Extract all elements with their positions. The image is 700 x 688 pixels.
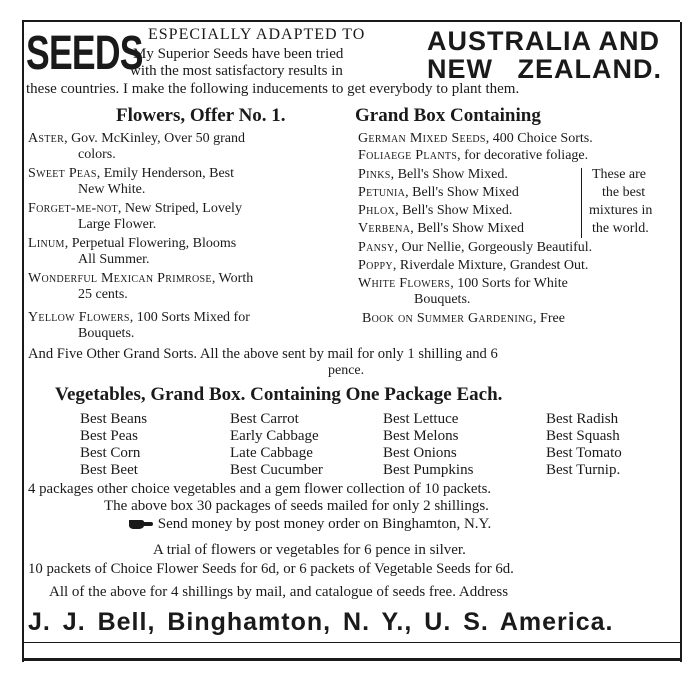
list-item: German Mixed Seeds, 400 Choice Sorts. [358,131,593,146]
veg-item: Best Pumpkins [383,462,474,478]
list-item: White Flowers, 100 Sorts for White [358,276,568,291]
especially-adapted-text: ESPECIALLY ADAPTED TO [148,26,366,43]
veg-item: Best Onions [383,445,457,461]
veg-item: Best Tomato [546,445,622,461]
intro-line-1: My Superior Seeds have been tried [133,46,344,62]
intro-line-3: these countries. I make the following inducements to get everybody to plant them. [26,81,520,97]
send-money-line: Send money by post money order on Binghamton, N.Y. [128,516,491,533]
list-item: Pinks, Bell's Show Mixed. [358,167,508,182]
veg-item: Best Peas [80,428,138,444]
new-zealand-heading: NEW ZEALAND. [427,54,662,84]
packets-line: 10 packets of Choice Flower Seeds for 6d, or 6 packets of Vegetable Seeds for 6d. [28,561,514,577]
veg-item: Best Cucumber [230,462,323,478]
vegetables-line-1: 4 packages other choice vegetables and a gem flower collection of 10 packets. [28,481,492,497]
separator-rule [22,642,680,643]
list-item-continued: Bouquets. [414,292,471,307]
list-item: Book on Summer Gardening, Free [362,311,565,326]
list-item: Forget-me-not, New Striped, Lovely [28,201,242,216]
side-note-line: These are [592,167,647,182]
list-item: Phlox, Bell's Show Mixed. [358,203,513,218]
veg-item: Best Squash [546,428,620,444]
list-item-continued: colors. [78,147,116,162]
list-item: Sweet Peas, Emily Henderson, Best [28,166,234,181]
list-item-continued: Bouquets. [78,326,135,341]
list-item: Yellow Flowers, 100 Sorts Mixed for [28,310,250,325]
veg-item: Early Cabbage [230,428,319,444]
pointing-hand-icon [128,516,154,530]
veg-item: Best Turnip. [546,462,621,478]
veg-item: Best Carrot [230,411,299,427]
list-item: Linum, Perpetual Flowering, Blooms [28,236,237,251]
veg-item: Best Corn [80,445,141,461]
vegetables-heading: Vegetables, Grand Box. Containing One Package Each. [55,384,503,405]
veg-item: Best Beet [80,462,138,478]
veg-item: Best Melons [383,428,459,444]
side-note-line: mixtures in [589,203,653,218]
list-item-continued: All Summer. [78,252,150,267]
side-note-line: the best [602,185,646,200]
list-item: Petunia, Bell's Show Mixed [358,185,519,200]
bottom-rule [22,658,680,661]
grand-box-heading: Grand Box Containing [355,105,541,126]
vegetables-line-2: The above box 30 packages of seeds mailed for only 2 shillings. [104,498,489,514]
veg-item: Best Beans [80,411,148,427]
address-heading: J. J. Bell, Binghamton, N. Y., U. S. America. [28,608,614,636]
bracket-line [581,168,582,238]
veg-item: Best Lettuce [383,411,459,427]
list-item: Foliaege Plants, for decorative foliage. [358,148,589,163]
veg-item: Late Cabbage [230,445,313,461]
intro-line-2: with the most satisfactory results in [130,63,343,79]
list-item-continued: 25 cents. [78,287,128,302]
flowers-summary-line-1: And Five Other Grand Sorts. All the above sent by mail for only 1 shilling and 6 [28,346,498,362]
australia-heading: AUSTRALIA AND [427,26,660,56]
veg-item: Best Radish [546,411,619,427]
list-item: Verbena, Bell's Show Mixed [358,221,524,236]
list-item: Wonderful Mexican Primrose, Worth [28,271,254,286]
list-item-continued: Large Flower. [78,217,157,232]
side-note-line: the world. [592,221,649,236]
seeds-title: SEEDS [26,27,143,80]
flowers-summary-line-2: pence. [328,363,365,378]
trial-line: A trial of flowers or vegetables for 6 pence in silver. [153,542,466,558]
flowers-offer-heading: Flowers, Offer No. 1. [116,105,286,126]
list-item-continued: New White. [78,182,146,197]
list-item: Aster, Gov. McKinley, Over 50 grand [28,131,245,146]
list-item: Poppy, Riverdale Mixture, Grandest Out. [358,258,589,273]
all-above-line: All of the above for 4 shillings by mail, and catalogue of seeds free. Address [49,584,509,600]
list-item: Pansy, Our Nellie, Gorgeously Beautiful. [358,240,593,255]
